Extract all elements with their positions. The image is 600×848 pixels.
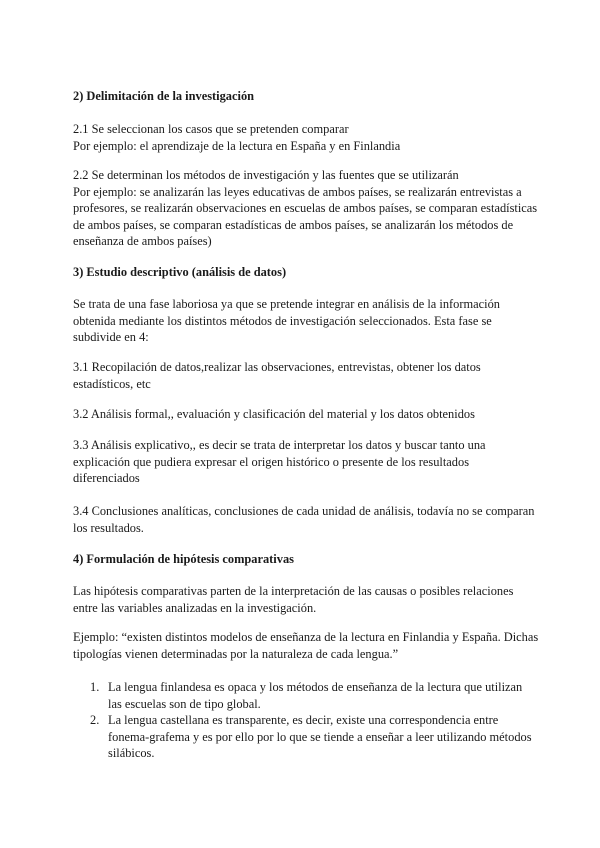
section-3-heading: 3) Estudio descriptivo (análisis de datos) [73,265,287,279]
text-line: fonema-grafema y es por ello por lo que se tiende a enseñar a leer utilizando métodos [108,729,532,744]
text-line: profesores, se realizarán observaciones en escuelas de ambos países, se comparan estadísticas [73,201,538,215]
paragraph-3-4 [73,503,533,536]
text-line: 2.2 Se determinan los métodos de investigación y las fuentes que se utilizarán [73,168,459,182]
list-item [90,679,540,712]
text-line: La lengua finlandesa es opaca y los métodos de enseñanza de la lectura que utilizan [108,680,523,694]
text-line: de ambos países, se comparan estadísticas de ambos países, se analizarán los métodos de [73,217,514,232]
list-number: 2. [90,713,100,727]
paragraph-4-intro [73,583,533,616]
text-line: La lengua castellana es transparente, es decir, existe una correspondencia entre [108,713,499,727]
text-line: 3.1 Recopilación de datos,realizar las observaciones, entrevistas, obtener los datos [73,360,481,374]
paragraph-3-2 [73,406,533,423]
text-line: 3.3 Análisis explicativo,, es decir se trata de interpretar los datos y buscar tanto una [73,438,486,452]
text-line: tipologías vienen determinadas por la naturaleza de cada lengua.” [73,646,399,661]
text-line: entre las variables analizadas en la investigación. [73,600,317,615]
text-line: explicación que pudiera expresar el origen histórico o presente de los resultados [73,454,470,469]
paragraph-2-1 [73,121,533,154]
text-line: estadísticos, etc [73,376,151,391]
text-line: los resultados. [73,520,144,535]
list-number: 1. [90,680,100,694]
text-line: 3.4 Conclusiones analíticas, conclusiones de cada unidad de análisis, todavía no se comparan [73,504,535,518]
paragraph-3-intro [73,296,533,346]
text-line: Por ejemplo: el aprendizaje de la lectura en España y en Finlandia [73,138,401,153]
list-item [90,712,540,762]
text-line: Ejemplo: “existen distintos modelos de enseñanza de la lectura en Finlandia y España. Dichas [73,630,539,644]
paragraph-3-1 [73,359,533,392]
text-line: Se trata de una fase laboriosa ya que se pretende integrar en análisis de la información [73,297,500,311]
text-line: Por ejemplo: se analizarán las leyes educativas de ambos países, se realizarán entrevistas a [73,184,522,199]
paragraph-4-example [73,629,539,662]
paragraph-3-3 [73,437,533,487]
text-line: diferenciados [73,471,140,485]
text-line: obtenida mediante los distintos métodos de investigación seleccionados. Esta fase se [73,313,492,328]
section-4-heading: 4) Formulación de hipótesis comparativas [73,552,294,566]
text-line: 3.2 Análisis formal,, evaluación y clasificación del material y los datos obtenidos [73,407,475,421]
text-line: Las hipótesis comparativas parten de la interpretación de las causas o posibles relaciones [73,584,514,598]
section-2-heading: 2) Delimitación de la investigación [73,89,255,103]
text-line: subdivide en 4: [73,330,149,344]
hypothesis-list [90,679,540,762]
text-line: silábicos. [108,746,155,760]
paragraph-2-2 [73,167,538,250]
text-line: 2.1 Se seleccionan los casos que se pretenden comparar [73,122,349,136]
text-line: las escuelas son de tipo global. [108,696,261,711]
text-line: enseñanza de ambos países) [73,234,212,248]
